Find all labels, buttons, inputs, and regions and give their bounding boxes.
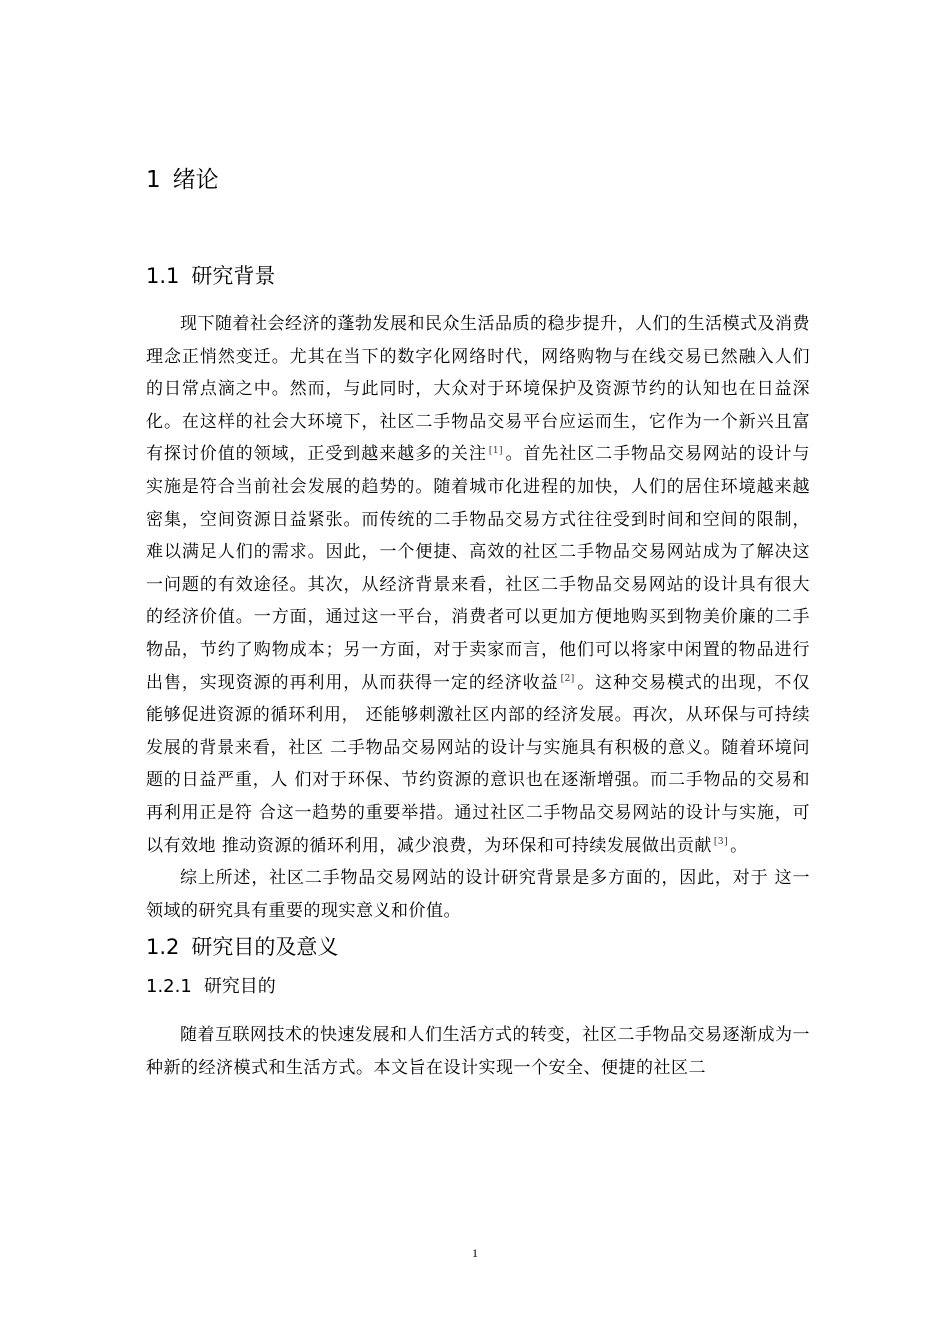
summary-paragraph: 综上所述，社区二手物品交易网站的设计研究背景是多方面的，因此，对于 这一领域的研究具有重要的现实意义和价值。 (146, 868, 810, 921)
paragraph-text: 。首先社区二手物品交易网站的设计与实施是符合当前社会发展的趋势的。随着城市化进程的加快，人们的居住环境越来越密集，空间资源日益紧张。而传统的二手物品交易方式往往受到时间和空间的限制，难以满足人们的需求。因此，一个便捷、高效的社区二手物品交易网站成为了解决这一问题的有效途径。其次，从经济背景来看，社区二手物品交易网站的设计具有很大的经济价值。一方面，通过这一平台，消费者可以更加方便地购买到物美价廉的二手物品，节约了购物成本；另一方面，对于卖家而言，他们可以将家中闲置的物品进行出售，实现资源的再利用，从而获得一定的经济收益 (146, 444, 810, 693)
section-title: 研究目的及意义 (191, 935, 339, 960)
paragraph-text: 。 (730, 835, 748, 856)
section-heading-1-2 (146, 927, 810, 967)
page-content (146, 160, 810, 1084)
page-number: 1 (472, 1246, 478, 1260)
citation-2[interactable]: [2] (560, 673, 575, 684)
citation-1[interactable]: [1] (488, 445, 504, 456)
section-title: 研究背景 (191, 264, 276, 288)
paragraph-text: 现下随着社会经济的蓬勃发展和民众生活品质的稳步提升，人们的生活模式及消费理念正悄然变迁。尤其在当下的数字化网络时代，网络购物与在线交易已然融入人们的日常点滴之中。然而，与此同时，大众对于环境保护及资源节约的认知也在日益深化。在这样的社会大环境下，社区二手物品交易平台应运而生，它作为一个新兴且富有探讨价值的领域，正受到越来越多的关注 (146, 314, 810, 465)
subsection-heading-1-2-1 (146, 967, 810, 1007)
subsection-number: 1.2.1 (146, 976, 192, 998)
chapter-number: 1 (146, 167, 161, 193)
chapter-title: 绪论 (172, 167, 219, 193)
section-heading-1-1 (146, 256, 810, 296)
paragraph-text: 。这种交易模式的出现，不仅能够促进资源的循环利用， 还能够刺激社区内部的经济发展。再次，从环保与可持续发展的背景来看，社区 二手物品交易网站的设计与实施具有积极的意义。随着环境问题的日益严重，人 们对于环保、节约资源的意识也在逐渐增强。而二手物品的交易和再利用正是符 合这一趋势的重要举措。通过社区二手物品交易网站的设计与实施，可以有效地 推动资源的循环利用，减少浪费，为环保和可持续发展做出贡献 (146, 672, 810, 856)
purpose-paragraph: 随着互联网技术的快速发展和人们生活方式的转变，社区二手物品交易逐渐成为一种新的经济模式和生活方式。本文旨在设计实现一个安全、便捷的社区二 (146, 1025, 810, 1078)
section-number: 1.1 (146, 264, 180, 288)
subsection-title: 研究目的 (203, 976, 276, 998)
citation-3[interactable]: [3] (713, 836, 729, 847)
background-paragraph (146, 308, 810, 862)
chapter-heading (146, 160, 810, 200)
section-number: 1.2 (146, 935, 180, 960)
